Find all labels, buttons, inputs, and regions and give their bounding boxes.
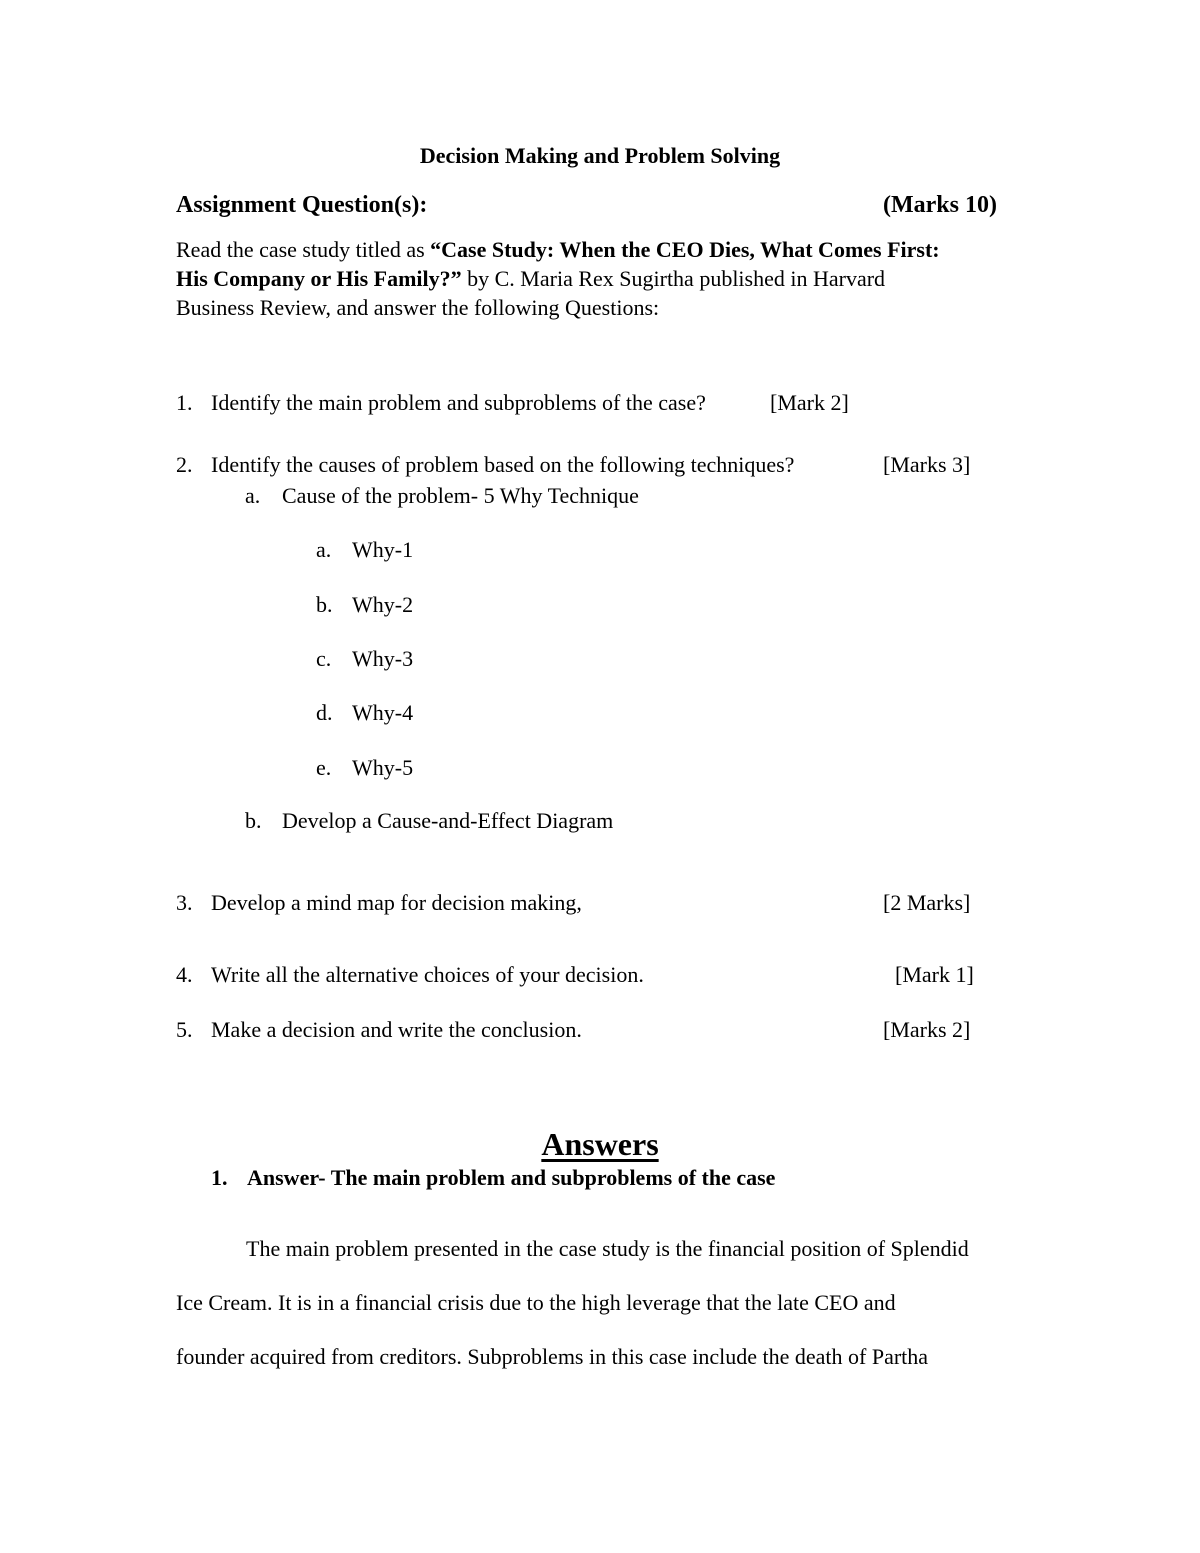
question-marks: [Mark 2] bbox=[770, 390, 849, 415]
question-marks: [2 Marks] bbox=[883, 890, 971, 915]
why-text: Why-3 bbox=[352, 646, 414, 671]
document-title: Decision Making and Problem Solving bbox=[419, 143, 781, 168]
intro-line-1 bbox=[176, 239, 940, 261]
question-marks: [Marks 2] bbox=[883, 1017, 971, 1042]
question-number: 2. bbox=[176, 452, 193, 477]
case-title-part-1: “Case Study: When the CEO Dies, What Comes First: bbox=[430, 237, 940, 262]
question-text: Identify the main problem and subproblems of the case? bbox=[211, 390, 706, 415]
answers-heading bbox=[0, 1128, 1200, 1160]
intro-line-2 bbox=[176, 268, 885, 290]
question-number: 1. bbox=[176, 390, 193, 415]
question-text: Make a decision and write the conclusion. bbox=[211, 1017, 582, 1042]
answer-paragraph-line: The main problem presented in the case study is the financial position of Splendid bbox=[246, 1236, 969, 1261]
subquestion-text: Cause of the problem- 5 Why Technique bbox=[282, 483, 639, 508]
question-text: Write all the alternative choices of your decision. bbox=[211, 962, 644, 987]
question-marks: [Mark 1] bbox=[895, 962, 974, 987]
intro-line-3: Business Review, and answer the following Questions: bbox=[176, 295, 660, 320]
assignment-heading: Assignment Question(s): bbox=[176, 192, 428, 218]
why-label: e. bbox=[316, 755, 332, 780]
why-text: Why-1 bbox=[352, 537, 414, 562]
why-text: Why-4 bbox=[352, 700, 414, 725]
answers-heading-text: Answers bbox=[541, 1126, 659, 1162]
why-label: d. bbox=[316, 700, 333, 725]
answer-number: 1. bbox=[211, 1165, 228, 1190]
subquestion-text: Develop a Cause-and-Effect Diagram bbox=[282, 808, 614, 833]
intro-text: Read the case study titled as bbox=[176, 237, 431, 262]
why-text: Why-5 bbox=[352, 755, 414, 780]
question-number: 3. bbox=[176, 890, 193, 915]
question-marks: [Marks 3] bbox=[883, 452, 971, 477]
question-number: 4. bbox=[176, 962, 193, 987]
answer-heading: Answer- The main problem and subproblems of the case bbox=[247, 1165, 776, 1190]
question-text: Develop a mind map for decision making, bbox=[211, 890, 582, 915]
why-text: Why-2 bbox=[352, 592, 414, 617]
intro-text: by C. Maria Rex Sugirtha published in Harvard bbox=[461, 266, 886, 291]
case-title-part-2: His Company or His Family?” bbox=[176, 266, 462, 291]
answer-paragraph-line: founder acquired from creditors. Subproblems in this case include the death of Partha bbox=[176, 1344, 929, 1369]
subquestion-label: a. bbox=[245, 483, 261, 508]
subquestion-label: b. bbox=[245, 808, 262, 833]
question-text: Identify the causes of problem based on the following techniques? bbox=[211, 452, 795, 477]
assignment-marks: (Marks 10) bbox=[883, 192, 997, 218]
why-label: b. bbox=[316, 592, 333, 617]
question-number: 5. bbox=[176, 1017, 193, 1042]
why-label: a. bbox=[316, 537, 332, 562]
answer-paragraph-line: Ice Cream. It is in a financial crisis due to the high leverage that the late CEO and bbox=[176, 1290, 896, 1315]
why-label: c. bbox=[316, 646, 332, 671]
